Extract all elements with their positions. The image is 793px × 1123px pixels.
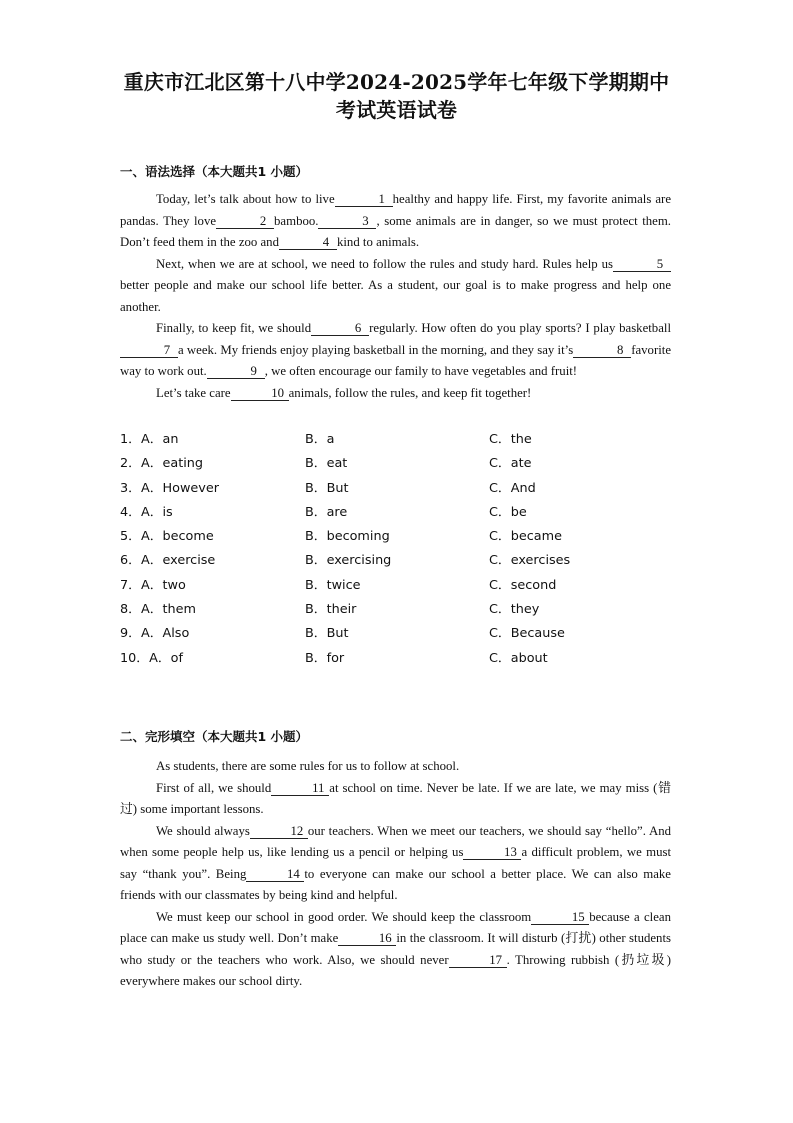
option-row [120, 549, 680, 573]
answer-blank[interactable]: 12 [250, 825, 308, 839]
answer-blank[interactable]: 10 [231, 387, 289, 401]
option-choice: 1．A．an [120, 432, 179, 447]
option-row [120, 622, 680, 646]
option-row [120, 525, 680, 549]
answer-blank[interactable]: 1 [335, 193, 393, 207]
passage-text: Finally, to keep fit, we should [156, 321, 312, 335]
option-choice: B．are [305, 504, 348, 520]
option-choice: B．But [305, 626, 349, 642]
answer-blank[interactable]: 13 [463, 846, 521, 860]
option-row [120, 428, 680, 452]
exam-title-line1: 重庆市江北区第十八中学2024-2025学年七年级下学期期中 [123, 70, 670, 94]
answer-blank[interactable]: 7 [120, 344, 178, 358]
answer-blank[interactable]: 2 [216, 215, 274, 229]
option-choice: C．ate [489, 456, 532, 472]
option-choice: C．Because [489, 626, 565, 642]
option-choice: B．twice [305, 577, 361, 593]
option-choice: C．And [489, 480, 536, 496]
passage-text: to everyone can make our school a better place. We can also make friends with our classmates by being kind and helpful. [120, 866, 671, 902]
passage-text: at school on time. Never be late. If we are late, we may miss (错过) some important lessons. [120, 780, 672, 816]
option-row [120, 598, 680, 622]
answer-blank[interactable]: 15 [531, 911, 589, 925]
passage-text: bamboo. [274, 213, 319, 228]
passage-text: We must keep our school in good order. We should keep the classroom [156, 909, 532, 924]
passage-text: Next, when we are at school, we need to follow the rules and study hard. Rules help us [156, 256, 613, 271]
exam-title-line2: 考试英语试卷 [335, 98, 458, 122]
passage-text: Today, let’s talk about how to live [156, 192, 335, 206]
answer-blank[interactable]: 4 [279, 236, 337, 250]
option-choice: 2．A．eating [120, 456, 204, 472]
option-choice: 4．A．is [120, 504, 173, 520]
passage-text: better people and make our school life better. As a student, our goal is to make progress and help one another. [120, 278, 671, 314]
option-choice: B．eat [305, 456, 348, 472]
passage-text: . Throwing rubbish (扔垃圾) everywhere makes our school dirty. [120, 952, 671, 988]
passage-text: because a clean place can make us study well. Don’t make [120, 909, 671, 945]
option-choice: 7．A．two [120, 577, 186, 593]
answer-blank[interactable]: 17 [449, 954, 507, 968]
section1-paragraph [120, 318, 671, 383]
option-choice: C．became [489, 529, 562, 545]
option-choice: 3．A．However [120, 480, 219, 496]
passage-text: First of all, we should [156, 780, 272, 795]
section1-paragraph [120, 383, 671, 405]
option-choice: B．their [305, 602, 357, 618]
passage-text: , some animals are in danger, so we must protect them. Don’t feed them in the zoo and [120, 213, 672, 249]
option-choice: C．about [489, 650, 548, 666]
option-choice: 5．A．become [120, 529, 214, 545]
passage-text: animals, follow the rules, and keep fit together! [288, 385, 532, 400]
option-row [120, 501, 680, 525]
answer-blank[interactable]: 8 [573, 344, 631, 358]
option-choice: C．exercises [489, 553, 571, 569]
section2-paragraph [120, 821, 671, 907]
answer-blank[interactable]: 16 [338, 932, 396, 946]
option-choice: B．a [305, 432, 335, 447]
passage-text: healthy and happy life. First, my favorite animals are pandas. They love [120, 192, 671, 228]
option-row [120, 452, 680, 476]
passage-text: a difficult problem, we must say “thank you”. Being [120, 845, 671, 881]
passage-text: a week. My friends enjoy playing basketball in the morning, and they say it’s [178, 342, 574, 357]
section1-passage [120, 189, 671, 404]
option-choice: B．exercising [305, 553, 392, 569]
option-choice: B．becoming [305, 529, 390, 545]
option-choice: C．the [489, 432, 532, 447]
passage-text: in the classroom. It will disturb (打扰) other students who study or the teachers who work. Also, we should never [120, 931, 671, 967]
passage-text: regularly. How often do you play sports? I play basketball [369, 321, 671, 335]
option-choice: 8．A．them [120, 602, 196, 618]
passage-text: We should always [156, 823, 250, 838]
option-choice: C．second [489, 577, 557, 593]
section1-heading: 一、语法选择（本大题共1 小题） [120, 164, 309, 179]
option-choice: B．But [305, 480, 349, 496]
option-choice: 9．A．Also [120, 626, 190, 642]
section2-paragraph [120, 778, 671, 821]
option-row [120, 477, 680, 501]
answer-blank[interactable]: 5 [613, 258, 671, 272]
option-choice: C．be [489, 504, 527, 520]
section2-paragraph [120, 907, 671, 993]
answer-blank[interactable]: 9 [207, 365, 265, 379]
section2-passage [120, 756, 671, 993]
section2-heading: 二、完形填空（本大题共1 小题） [120, 729, 309, 744]
answer-blank[interactable]: 14 [246, 868, 304, 882]
option-choice: B．for [305, 650, 345, 666]
option-choice: C．they [489, 602, 540, 618]
passage-text: kind to animals. [336, 235, 420, 249]
option-row [120, 574, 680, 598]
section1-options [120, 428, 680, 671]
answer-blank[interactable]: 3 [318, 215, 376, 229]
section1-paragraph [120, 254, 671, 319]
answer-blank[interactable]: 6 [311, 322, 369, 336]
answer-blank[interactable]: 11 [271, 782, 329, 796]
passage-text: our teachers. When we meet our teachers, we should say “hello”. And when some people help us, like lending us a pencil or helping us [120, 823, 671, 859]
option-row [120, 647, 680, 671]
section2-paragraph [120, 756, 671, 778]
passage-text: favorite way to work out. [120, 342, 671, 378]
option-choice: 10．A．of [120, 650, 183, 666]
section1-paragraph [120, 189, 671, 254]
option-choice: 6．A．exercise [120, 553, 216, 569]
passage-text: Let’s take care [156, 385, 231, 400]
passage-text: , we often encourage our family to have vegetables and fruit! [264, 364, 578, 378]
passage-text: As students, there are some rules for us to follow at school. [156, 759, 460, 773]
